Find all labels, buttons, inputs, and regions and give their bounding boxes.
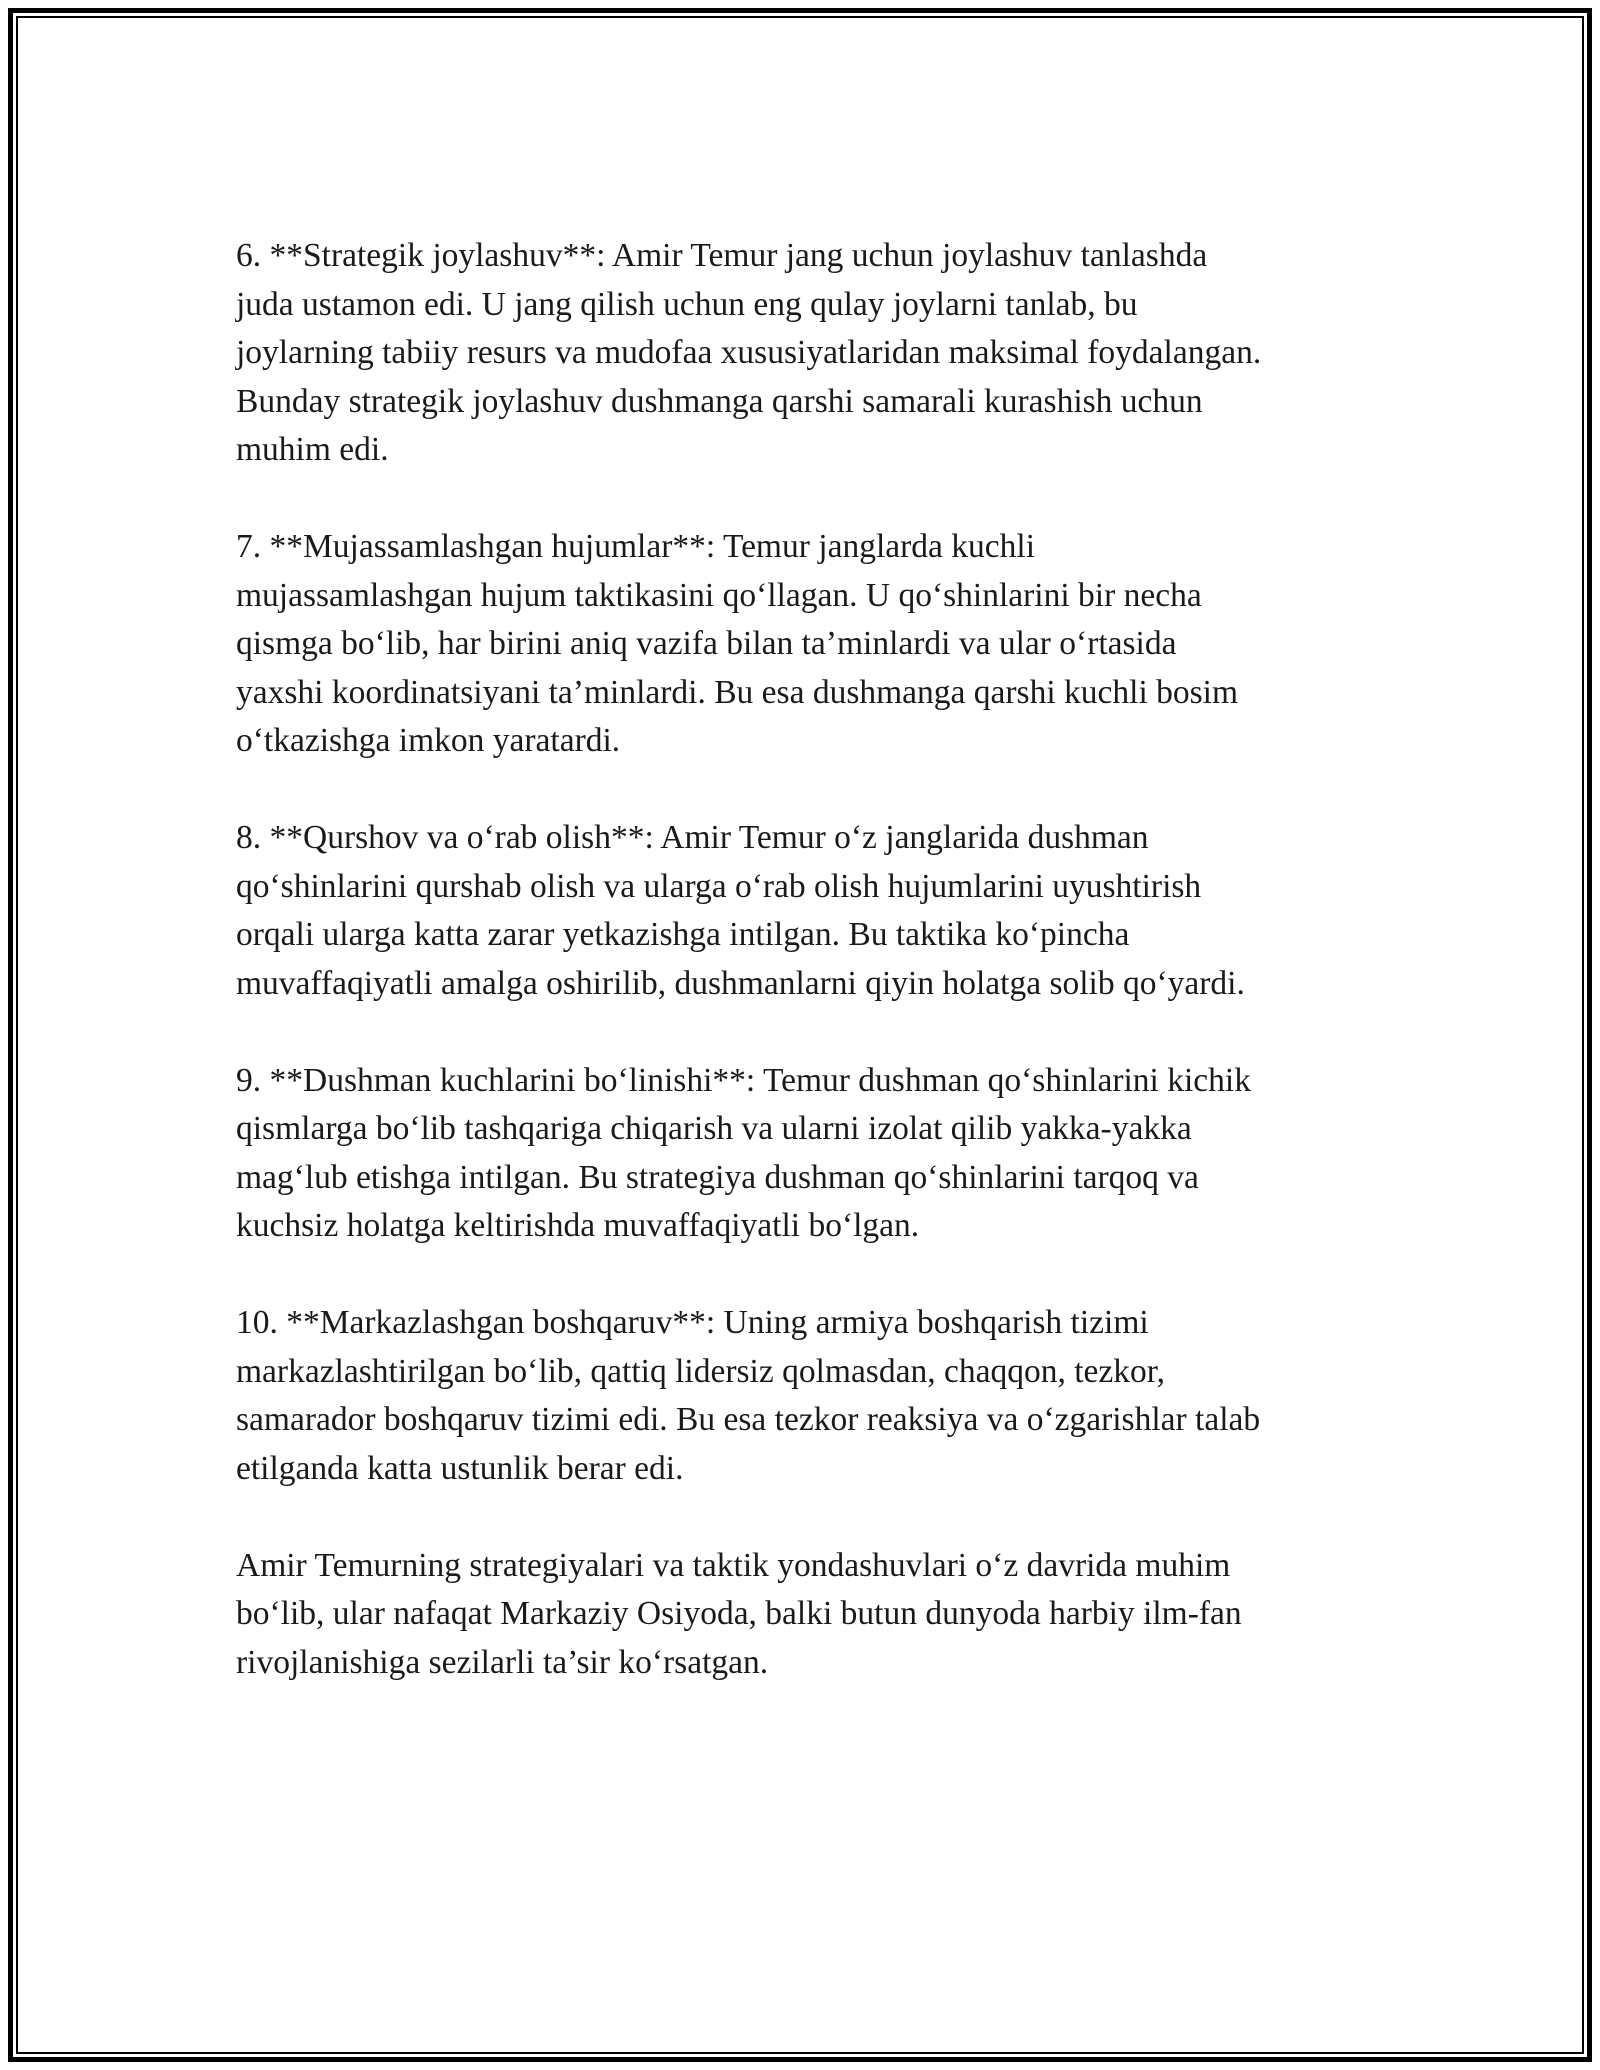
paragraph-strategik-joylashuv: 6. **Strategik joylashuv**: Amir Temur jang uchun joylashuv tanlashda juda ustamon edi. U jang qilish uchun eng qulay joylarni tanlab, bu joylarning tabiiy resurs va mudofaa xususiyatlaridan maksimal foydalangan. Bunday strategik joylashuv dushmanga qarshi samarali kurashish uchun muhim edi. xyxy=(236,237,1262,468)
paragraph-qurshov-va-orab-olish: 8. **Qurshov va o‘rab olish**: Amir Temur o‘z janglarida dushman qo‘shinlarini qurshab olish va ularga o‘rab olish hujumlarini uyushtirish orqali ularga katta zarar yetkazishga intilgan. Bu taktika ko‘pincha muvaffaqiyatli amalga oshirilib, dushmanlarni qiyin holatga solib qo‘yardi. xyxy=(236,819,1245,1002)
paragraph-dushman-kuchlarini-bolinishi: 9. **Dushman kuchlarini bo‘linishi**: Temur dushman qo‘shinlarini kichik qismlarga bo‘lib tashqariga chiqarish va ularni izolat qilib yakka-yakka mag‘lub etishga intilgan. Bu strategiya dushman qo‘shinlarini tarqoq va kuchsiz holatga keltirishda muvaffaqiyatli bo‘lgan. xyxy=(236,1061,1251,1244)
paragraph-conclusion: Amir Temurning strategiyalari va taktik yondashuvlari o‘z davrida muhim bo‘lib, ular nafaqat Markaziy Osiyoda, balki butun dunyoda harbiy ilm-fan rivojlanishiga sezilarli ta’sir ko‘rsatgan. xyxy=(236,1546,1242,1681)
paragraph-mujassamlashgan-hujumlar: 7. **Mujassamlashgan hujumlar**: Temur janglarda kuchli mujassamlashgan hujum taktikasini qo‘llagan. U qo‘shinlarini bir necha qismga bo‘lib, har birini aniq vazifa bilan ta’minlardi va ular o‘rtasida yaxshi koordinatsiyani ta’minlardi. Bu esa dushmanga qarshi kuchli bosim o‘tkazishga imkon yaratardi. xyxy=(236,528,1239,759)
paragraph-markazlashgan-boshqaruv: 10. **Markazlashgan boshqaruv**: Uning armiya boshqarish tizimi markazlashtirilgan bo‘lib, qattiq lidersiz qolmasdan, chaqqon, tezkor, samarador boshqaruv tizimi edi. Bu esa tezkor reaksiya va o‘zgarishlar talab etilganda katta ustunlik berar edi. xyxy=(236,1304,1261,1487)
document-body xyxy=(236,232,1376,1736)
